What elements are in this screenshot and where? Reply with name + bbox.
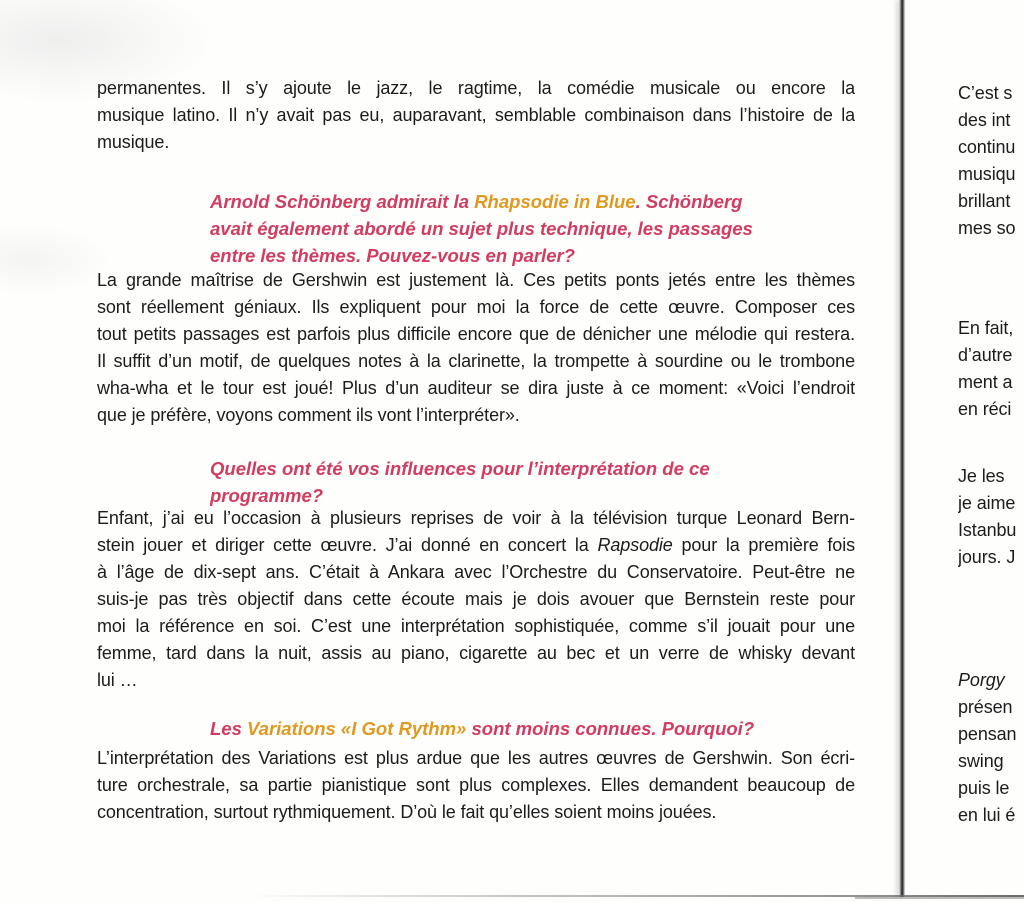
text-segment: permanentes. Il s’y ajoute le jazz, le ragtime, la comédie musicale ou encore la	[97, 78, 855, 98]
text-segment: L’interprétation des Variations est plus ardue que les autres œuvres de Gershwin. Son écri-	[97, 748, 855, 768]
text-line	[958, 517, 1024, 544]
text-line	[958, 748, 1024, 775]
text-line	[97, 294, 855, 321]
text-line	[958, 161, 1024, 188]
text-segment: sont moins connues. Pourquoi?	[466, 718, 755, 739]
text-segment: pensan	[958, 724, 1017, 744]
text-segment: en lui é	[958, 805, 1016, 825]
text-segment: tout petits passages est parfois plus difficile encore que de dénicher une mélodie qui restera.	[97, 324, 855, 344]
text-segment: Enfant, j’ai eu l’occasion à plusieurs reprises de voir à la télévision turque Leonard Bern-	[97, 508, 855, 528]
text-line	[97, 75, 855, 102]
adjacent-page-text-fragment	[958, 463, 1024, 571]
text-segment: Quelles ont été vos influences pour l’interprétation de ce	[210, 458, 710, 479]
text-line	[958, 544, 1024, 571]
text-segment: entre les thèmes. Pouvez-vous en parler?	[210, 245, 575, 266]
text-line	[97, 129, 855, 156]
text-segment: musiqu	[958, 164, 1016, 184]
interview-answer-paragraph	[97, 505, 855, 694]
text-segment: Les	[210, 718, 248, 739]
text-line	[97, 667, 855, 694]
text-line	[97, 348, 855, 375]
text-segment: Arnold Schönberg admirait la	[210, 191, 475, 212]
text-segment: musique.	[97, 132, 170, 152]
work-title-highlight: Variations «I Got Rythm»	[247, 718, 467, 739]
text-segment: des int	[958, 110, 1011, 130]
adjacent-page-text-fragment	[958, 80, 1024, 242]
text-segment: je aime	[958, 493, 1016, 513]
text-line	[958, 134, 1024, 161]
text-segment: lui …	[97, 670, 138, 690]
text-line	[958, 802, 1024, 829]
work-title-highlight: Rhapsodie in Blue	[474, 191, 636, 212]
text-line	[210, 215, 790, 242]
text-segment: programme?	[210, 485, 324, 506]
text-segment: continu	[958, 137, 1016, 157]
text-segment: concentration, surtout rythmiquement. D’où le fait qu’elles soient moins jouées.	[97, 802, 717, 822]
text-line	[97, 559, 855, 586]
text-line	[958, 490, 1024, 517]
text-line	[210, 455, 790, 482]
text-segment: . Schönberg	[635, 191, 743, 212]
text-segment: ment a	[958, 372, 1013, 392]
interview-question	[210, 188, 790, 269]
text-line	[958, 315, 1024, 342]
text-segment: mes so	[958, 218, 1016, 238]
text-line	[97, 532, 855, 559]
interview-answer-paragraph	[97, 267, 855, 429]
interview-question	[210, 455, 790, 509]
text-line	[958, 463, 1024, 490]
text-line	[210, 188, 790, 215]
text-line	[97, 375, 855, 402]
text-segment: d’autre	[958, 345, 1013, 365]
text-segment: jours. J	[958, 547, 1016, 567]
text-line	[958, 396, 1024, 423]
interview-answer-paragraph	[97, 75, 855, 156]
text-segment: swing	[958, 751, 1004, 771]
text-line	[97, 402, 855, 429]
text-segment: La grande maîtrise de Gershwin est justement là. Ces petits ponts jetés entre les thèmes	[97, 270, 855, 290]
text-segment: En fait,	[958, 318, 1014, 338]
text-line	[97, 586, 855, 613]
text-line	[958, 721, 1024, 748]
interview-question	[210, 715, 850, 742]
text-segment: Je les	[958, 466, 1005, 486]
text-line	[97, 613, 855, 640]
text-segment: en réci	[958, 399, 1012, 419]
text-line	[210, 242, 790, 269]
text-segment: femme, tard dans la nuit, assis au piano, cigarette au bec et un verre de whisky devant	[97, 643, 855, 663]
text-line	[97, 505, 855, 532]
text-line	[958, 188, 1024, 215]
adjacent-page-text-fragment	[958, 315, 1024, 423]
text-line	[97, 321, 855, 348]
text-segment: wha-wha et le tour est joué! Plus d’un auditeur se dira juste à ce moment: «Voici l’endroit	[97, 378, 855, 398]
text-line	[97, 799, 855, 826]
text-segment: présen	[958, 697, 1013, 717]
text-segment: Rapsodie	[597, 535, 673, 555]
text-segment: Porgy	[958, 670, 1005, 690]
text-line	[958, 369, 1024, 396]
text-segment: Il suffit d’un motif, de quelques notes à la clarinette, la trompette à sourdine ou le trombone	[97, 351, 855, 371]
text-segment: que je préfère, voyons comment ils vont l’interpréter».	[97, 405, 520, 425]
text-segment: Istanbu	[958, 520, 1017, 540]
text-line	[958, 215, 1024, 242]
text-segment: sont réellement géniaux. Ils expliquent pour moi la force de cette œuvre. Composer ces	[97, 297, 855, 317]
text-line	[97, 102, 855, 129]
text-line	[210, 715, 850, 742]
text-line	[97, 772, 855, 799]
page-gutter-shadow	[899, 0, 905, 897]
text-segment: puis le	[958, 778, 1010, 798]
text-segment: moi la référence en soi. C’est une interprétation sophistiquée, comme s’il jouait pour une	[97, 616, 855, 636]
text-line	[958, 775, 1024, 802]
text-line	[958, 80, 1024, 107]
text-segment: suis-je pas très objectif dans cette écoute mais je dois avouer que Bernstein reste pour	[97, 589, 855, 609]
text-line	[958, 107, 1024, 134]
text-line	[958, 667, 1024, 694]
text-segment: à l’âge de dix-sept ans. C’était à Ankara avec l’Orchestre du Conservatoire. Peut-être ne	[97, 562, 855, 582]
text-segment: C’est s	[958, 83, 1013, 103]
text-segment: stein jouer et diriger cette œuvre. J’ai donné en concert la	[97, 535, 598, 555]
text-line	[958, 694, 1024, 721]
text-line	[97, 745, 855, 772]
interview-answer-paragraph	[97, 745, 855, 826]
text-segment: ture orchestrale, sa partie pianistique sont plus complexes. Elles demandent beaucoup de	[97, 775, 855, 795]
page-bottom-edge-right	[855, 897, 1024, 899]
text-segment: brillant	[958, 191, 1011, 211]
text-line	[97, 267, 855, 294]
text-line	[958, 342, 1024, 369]
text-segment: avait également abordé un sujet plus technique, les passages	[210, 218, 753, 239]
text-line	[97, 640, 855, 667]
adjacent-page-text-fragment	[958, 667, 1024, 829]
text-segment: musique latino. Il n’y avait pas eu, auparavant, semblable combinaison dans l’histoire de la	[97, 105, 855, 125]
text-segment: pour la première fois	[672, 535, 855, 555]
